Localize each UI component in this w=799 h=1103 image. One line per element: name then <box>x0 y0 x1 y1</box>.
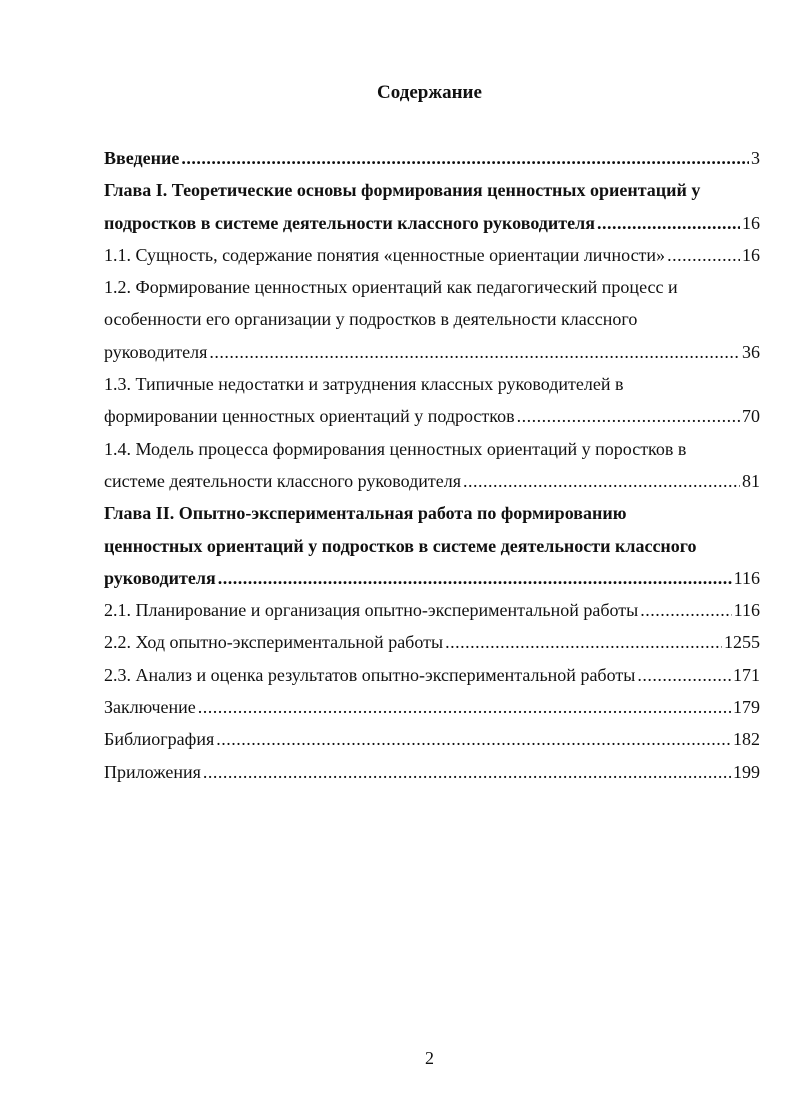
toc-entry-section-1-2-cont[interactable] <box>104 336 760 368</box>
dot-leader <box>640 594 731 626</box>
dot-leader <box>463 465 740 497</box>
toc-entry-label: 1.1. Сущность, содержание понятия «ценностные ориентации личности» <box>104 244 666 265</box>
toc-page-number: 182 <box>733 729 760 750</box>
toc-entry-chapter-2[interactable] <box>104 497 760 529</box>
toc-entry-chapter-1-cont[interactable] <box>104 207 760 239</box>
page-number: 2 <box>425 1048 434 1068</box>
dot-leader <box>209 336 740 368</box>
toc-entry-label: особенности его организации у подростков в деятельности классного <box>104 309 638 330</box>
table-of-contents <box>104 142 760 788</box>
toc-page-number: 70 <box>742 406 760 427</box>
toc-entry-section-2-2[interactable] <box>104 626 760 658</box>
toc-page-number: 36 <box>742 341 760 362</box>
toc-page-number: 171 <box>733 664 760 685</box>
toc-entry-section-1-3-cont[interactable] <box>104 400 760 432</box>
toc-entry-section-1-2-cont[interactable] <box>104 303 760 335</box>
toc-entry-section-1-2[interactable] <box>104 271 760 303</box>
dot-leader <box>216 723 731 755</box>
toc-entry-section-2-1[interactable] <box>104 594 760 626</box>
toc-entry-appendices[interactable] <box>104 756 760 788</box>
toc-entry-label: ценностных ориентаций у подростков в системе деятельности классного <box>104 535 697 556</box>
toc-page-number: 179 <box>733 697 760 718</box>
toc-entry-label: 2.1. Планирование и организация опытно-экспериментальной работы <box>104 600 639 621</box>
toc-entry-section-1-4[interactable] <box>104 433 760 465</box>
dot-leader <box>667 239 740 271</box>
toc-entry-section-1-3[interactable] <box>104 368 760 400</box>
toc-entry-label: Приложения <box>104 761 201 782</box>
toc-entry-label: 2.3. Анализ и оценка результатов опытно-экспериментальной работы <box>104 664 636 685</box>
toc-entry-section-2-3[interactable] <box>104 659 760 691</box>
toc-page-number: 81 <box>742 470 760 491</box>
toc-entry-conclusion[interactable] <box>104 691 760 723</box>
toc-page-number: 1255 <box>724 632 760 653</box>
dot-leader <box>597 207 740 239</box>
toc-page-number: 116 <box>733 567 760 588</box>
toc-entry-chapter-1[interactable] <box>104 174 760 206</box>
toc-page-number: 199 <box>733 761 760 782</box>
toc-entry-section-1-1[interactable] <box>104 239 760 271</box>
toc-entry-label: Глава II. Опытно-экспериментальная работа по формированию <box>104 503 627 524</box>
toc-entry-label: Заключение <box>104 697 196 718</box>
toc-entry-label: Глава I. Теоретические основы формирования ценностных ориентаций у <box>104 180 701 201</box>
toc-entry-label: руководителя <box>104 341 208 362</box>
toc-entry-introduction[interactable] <box>104 142 760 174</box>
dot-leader <box>218 562 732 594</box>
toc-entry-label: формировании ценностных ориентаций у подростков <box>104 406 515 427</box>
page-title: Содержание <box>377 82 482 103</box>
toc-entry-label: руководителя <box>104 567 216 588</box>
dot-leader <box>517 400 740 432</box>
toc-entry-label: 1.4. Модель процесса формирования ценностных ориентаций у пoростков в <box>104 438 687 459</box>
toc-entry-chapter-2-cont[interactable] <box>104 530 760 562</box>
toc-entry-section-1-4-cont[interactable] <box>104 465 760 497</box>
toc-entry-label: 2.2. Ход опытно-экспериментальной работы <box>104 632 444 653</box>
toc-entry-label: подростков в системе деятельности классного руководителя <box>104 212 595 233</box>
toc-page-number: 16 <box>742 244 760 265</box>
dot-leader <box>198 691 731 723</box>
toc-page-number: 116 <box>733 600 760 621</box>
toc-entry-bibliography[interactable] <box>104 723 760 755</box>
toc-page-number: 3 <box>751 148 760 168</box>
toc-entry-label: системе деятельности классного руководителя <box>104 470 462 491</box>
dot-leader <box>203 756 731 788</box>
dot-leader <box>445 626 722 658</box>
dot-leader <box>181 142 749 174</box>
toc-page-number: 16 <box>742 212 760 233</box>
toc-entry-label: Введение <box>104 148 180 168</box>
toc-entry-label: 1.2. Формирование ценностных ориентаций как педагогический процесс и <box>104 277 678 298</box>
toc-entry-chapter-2-cont[interactable] <box>104 562 760 594</box>
toc-entry-label: 1.3. Типичные недостатки и затруднения классных руководителей в <box>104 374 624 395</box>
toc-entry-label: Библиография <box>104 729 215 750</box>
dot-leader <box>637 659 731 691</box>
